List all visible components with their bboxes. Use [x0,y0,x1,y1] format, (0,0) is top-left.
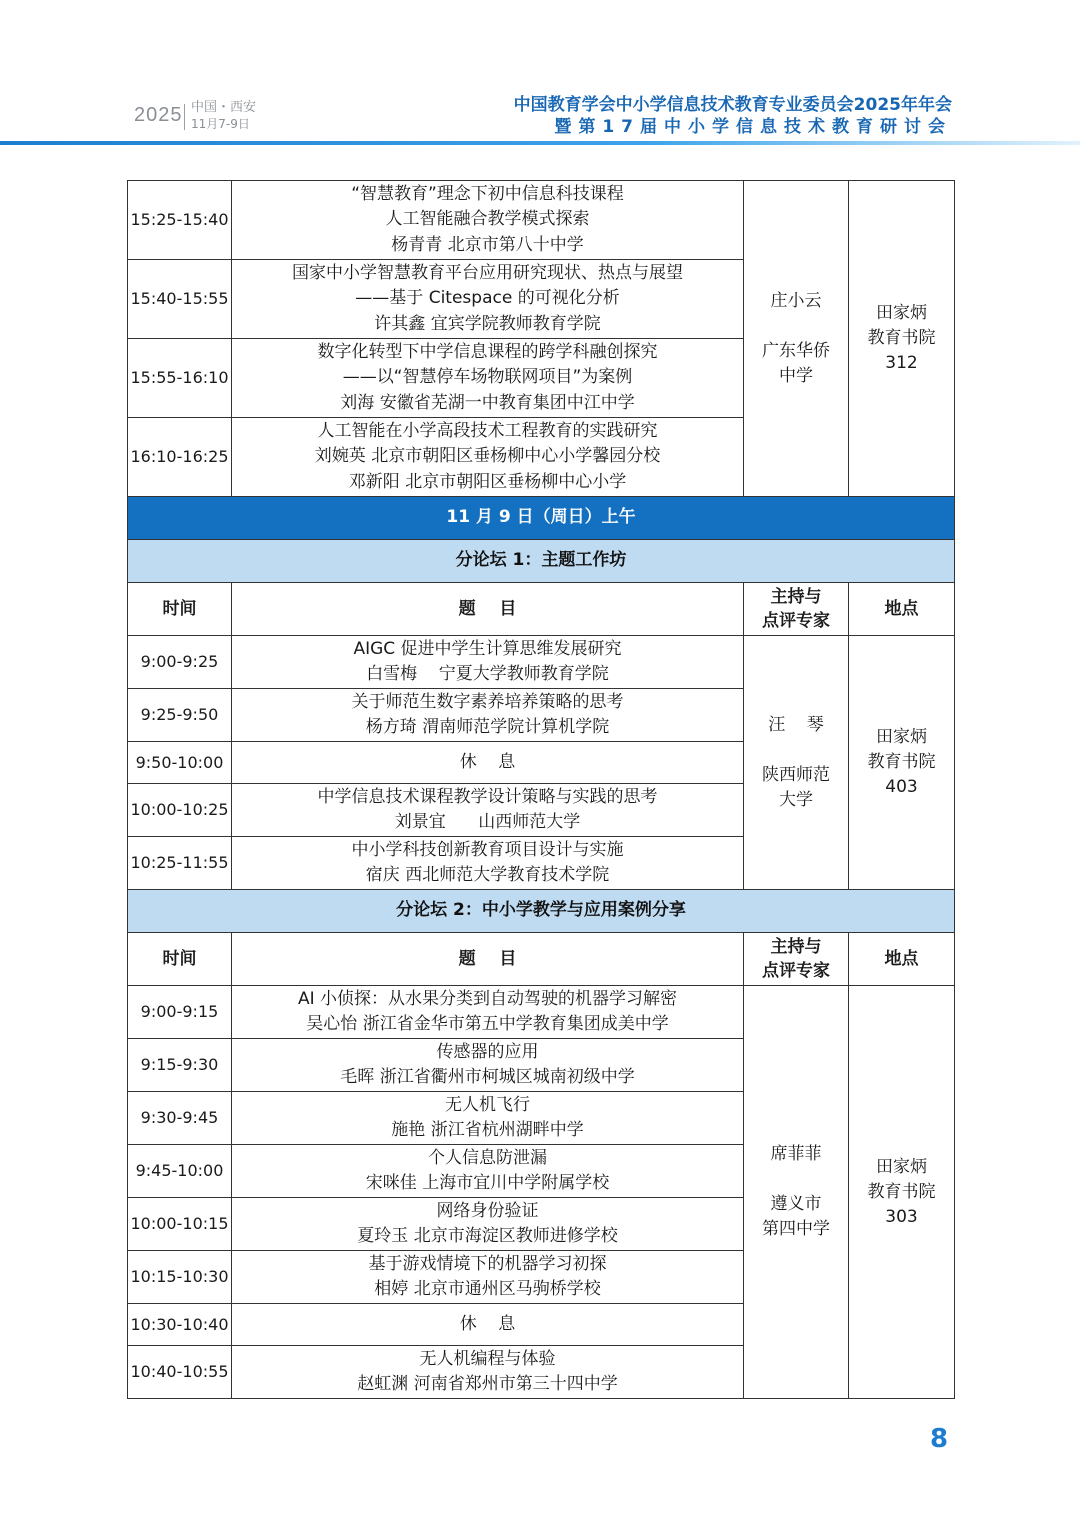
topic-line: 数字化转型下中学信息课程的跨学科融创探究 [317,341,658,362]
speaker-line: 宿庆 西北师范大学教育技术学院 [365,865,610,885]
col-host [744,933,849,986]
speaker-line: 施艳 浙江省杭州湖畔中学 [391,1120,584,1140]
venue-line: 田家炳 [876,1156,927,1177]
venue-line: 教育书院 [867,1181,936,1202]
topic-cell [232,689,744,742]
time-cell: 9:25-9:50 [128,689,232,742]
topic-cell [232,1346,744,1399]
topic-line: AI 小侦探：从水果分类到自动驾驶的机器学习解密 [297,988,678,1009]
time-cell: 10:25-11:55 [128,837,232,890]
col-host [744,583,849,636]
break-label: 休 息 [459,751,516,772]
time-cell: 9:15-9:30 [128,1039,232,1092]
topic-line: 无人机飞行 [445,1094,530,1115]
host-cell [744,986,849,1399]
host-spacer [746,314,846,339]
col-host-line: 点评专家 [762,611,830,631]
venue-cell [849,986,955,1399]
topic-line: 人工智能在小学高段技术工程教育的实践研究 [317,420,658,441]
topic-cell [232,260,744,339]
speaker-line: 宋咪佳 上海市宜川中学附属学校 [365,1173,610,1193]
time-cell: 9:30-9:45 [128,1092,232,1145]
topic-line: 中小学科技创新教育项目设计与实施 [351,839,624,860]
host-spacer [746,1167,846,1192]
time-cell: 9:50-10:00 [128,742,232,784]
topic-cell [232,1039,744,1092]
topic-line: 人工智能融合教学模式探索 [385,209,590,230]
topic-line: 中学信息技术课程教学设计策略与实践的思考 [317,786,658,807]
column-header-row [128,933,955,986]
speaker-line: 赵虹渊 河南省郑州市第三十四中学 [357,1374,618,1394]
time-cell: 10:00-10:25 [128,784,232,837]
col-host-line: 主持与 [770,587,822,607]
header-year: 2025 [134,104,183,126]
conference-title: 中国教育学会中小学信息技术教育专业委员会2025年年会 [513,95,952,115]
topic-cell [232,1198,744,1251]
topic-line: 基于游戏情境下的机器学习初探 [368,1253,607,1274]
topic-line: AIGC 促进中学生计算思维发展研究 [353,638,622,659]
col-time: 时间 [128,933,232,986]
break-cell [232,742,744,784]
page-number: 8 [930,1424,949,1454]
speaker-line: 杨青青 北京市第八十中学 [391,234,584,255]
break-label: 休 息 [459,1313,516,1334]
venue-line: 田家炳 [876,727,927,747]
time-cell: 9:45-10:00 [128,1145,232,1198]
host-org: 大学 [779,789,813,810]
header-city: 中国・西安 [191,100,257,115]
speaker-line: 刘景宜 山西师范大学 [394,812,581,832]
time-cell: 10:40-10:55 [128,1346,232,1399]
speaker-line: 夏玲玉 北京市海淀区教师进修学校 [357,1226,618,1246]
time-cell: 9:00-9:15 [128,986,232,1039]
host-name: 庄小云 [770,290,822,311]
speaker-line: 刘婉英 北京市朝阳区垂杨柳中心小学馨园分校 [314,446,661,467]
topic-cell [232,986,744,1039]
forum-title-row [128,540,955,583]
venue-room: 312 [885,353,918,373]
col-time: 时间 [128,583,232,636]
topic-line: 无人机编程与体验 [419,1348,556,1369]
host-spacer [746,738,846,763]
venue-line: 教育书院 [867,328,936,348]
venue-room: 403 [885,777,918,797]
page-header [0,0,1080,150]
topic-line: ——以“智慧停车场物联网项目”为案例 [342,367,633,388]
host-cell [744,636,849,890]
speaker-line: 杨方琦 渭南师范学院计算机学院 [365,717,610,737]
time-cell: 10:30-10:40 [128,1304,232,1346]
host-org: 广东华侨 [762,340,830,361]
host-org: 遵义市 [770,1194,822,1214]
speaker-line: 刘海 安徽省芜湖一中教育集团中江中学 [340,392,635,413]
time-cell: 10:00-10:15 [128,1198,232,1251]
time-cell: 9:00-9:25 [128,636,232,689]
header-dates: 11月7-9日 [191,117,250,131]
topic-line: 传感器的应用 [436,1041,539,1062]
col-venue: 地点 [849,933,955,986]
time-cell: 15:55-16:10 [128,339,232,418]
schedule-table [127,180,955,1399]
host-org: 陕西师范 [762,764,830,785]
column-header-row [128,583,955,636]
host-org: 第四中学 [762,1219,830,1239]
speaker-line: 吴心怡 浙江省金华市第五中学教育集团成美中学 [306,1014,669,1034]
topic-line: 关于师范生数字素养培养策略的思考 [351,691,624,712]
topic-line: 网络身份验证 [436,1200,539,1221]
host-org: 中学 [779,365,813,386]
speaker-line: 邓新阳 北京市朝阳区垂杨柳中心小学 [348,471,627,492]
forum-title: 分论坛 1：主题工作坊 [128,540,955,583]
session-row [128,986,955,1039]
topic-line: “智慧教育”理念下初中信息科技课程 [351,183,624,204]
break-cell [232,1304,744,1346]
time-cell: 16:10-16:25 [128,418,232,497]
forum-title-row [128,890,955,933]
topic-cell [232,636,744,689]
speaker-line: 相婷 北京市通州区马驹桥学校 [374,1279,601,1299]
col-host-line: 点评专家 [762,961,830,981]
header-divider [184,104,185,130]
speaker-line: 许其鑫 宜宾学院教师教育学院 [374,313,601,334]
host-name: 席菲菲 [770,1144,822,1164]
speaker-line: 白雪梅 宁夏大学教师教育学院 [366,664,609,684]
col-venue: 地点 [849,583,955,636]
forum-title: 分论坛 2：中小学教学与应用案例分享 [128,890,955,933]
topic-line: 国家中小学智慧教育平台应用研究现状、热点与展望 [292,262,683,283]
time-cell: 15:40-15:55 [128,260,232,339]
topic-cell [232,1251,744,1304]
venue-line: 教育书院 [867,752,936,772]
host-cell [744,181,849,497]
venue-cell [849,636,955,890]
day-banner: 11 月 9 日（周日）上午 [128,497,955,540]
venue-line: 田家炳 [876,303,927,323]
topic-cell [232,837,744,890]
time-cell: 15:25-15:40 [128,181,232,260]
venue-cell [849,181,955,497]
topic-line: 个人信息防泄漏 [428,1147,547,1168]
venue-room: 303 [885,1206,918,1227]
col-topic: 题 目 [232,583,744,636]
topic-line: ——基于 Citespace 的可视化分析 [355,288,620,309]
host-name: 汪 琴 [768,714,824,735]
topic-cell [232,418,744,497]
col-host-line: 主持与 [770,937,822,957]
col-topic: 题 目 [232,933,744,986]
speaker-line: 毛晖 浙江省衢州市柯城区城南初级中学 [340,1067,635,1087]
conference-subtitle: 暨第17届中小学信息技术教育研讨会 [554,117,952,137]
time-cell: 10:15-10:30 [128,1251,232,1304]
day-banner-row [128,497,955,540]
topic-cell [232,784,744,837]
topic-cell [232,1145,744,1198]
session-row [128,636,955,689]
topic-cell [232,181,744,260]
header-rule [0,141,1080,145]
topic-cell [232,339,744,418]
topic-cell [232,1092,744,1145]
session-row [128,181,955,260]
